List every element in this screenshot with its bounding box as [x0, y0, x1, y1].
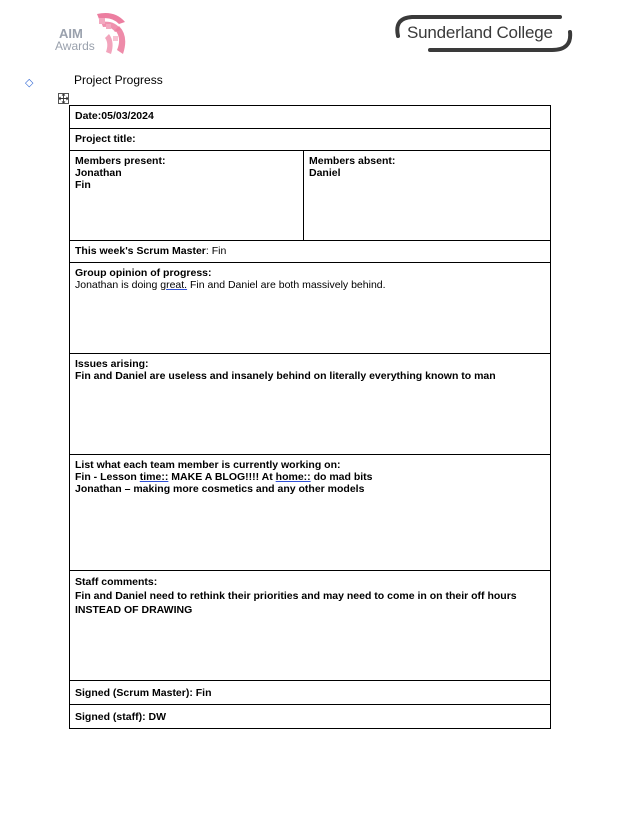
staff-comments-line1: Fin and Daniel need to rethink their priorities and may need to come in on their off hours — [75, 590, 517, 602]
aim-text: AIM — [59, 26, 83, 41]
scrum-master-value: : Fin — [205, 245, 227, 257]
date-cell[interactable] — [70, 106, 551, 128]
member-present-name: Jonathan — [75, 167, 122, 179]
group-opinion-cell[interactable] — [70, 263, 551, 353]
project-title-cell[interactable] — [70, 129, 551, 150]
grammar-flag[interactable]: home:: — [275, 471, 311, 483]
member-absent-name: Daniel — [309, 167, 341, 179]
staff-comments-line2: INSTEAD OF DRAWING — [75, 604, 193, 616]
working-on-fin — [75, 471, 545, 483]
group-opinion-text — [75, 279, 545, 291]
staff-comments-row — [70, 571, 551, 681]
members-present-cell[interactable] — [70, 151, 304, 240]
sunderland-college-logo — [390, 14, 574, 54]
members-absent-label: Members absent: — [309, 155, 396, 167]
issues-label: Issues arising: — [75, 358, 149, 370]
signed-staff-row — [70, 705, 551, 729]
project-title-label: Project title: — [75, 133, 136, 145]
fin-text-a: Fin - Lesson — [75, 471, 140, 483]
working-on-cell[interactable] — [70, 455, 551, 570]
staff-comments-label: Staff comments: — [75, 576, 158, 588]
signed-staff-label: Signed (staff): DW — [75, 711, 166, 723]
scrum-master-label: This week's Scrum Master — [75, 245, 206, 257]
signed-staff-cell[interactable] — [70, 705, 551, 728]
signed-scrum-row — [70, 681, 551, 705]
sunderland-college-wordmark: Sunderland College — [407, 23, 553, 42]
date-label: Date: — [75, 110, 102, 122]
scrum-master-row — [70, 241, 551, 263]
working-on-label: List what each team member is currently working on: — [75, 459, 341, 471]
date-value: 05/03/2024 — [101, 110, 154, 122]
signed-scrum-cell[interactable] — [70, 681, 551, 704]
fin-text-b: MAKE A BLOG!!!! At — [168, 471, 276, 483]
progress-form-table — [69, 105, 551, 729]
aim-awards-wordmark — [55, 28, 95, 52]
grammar-flag[interactable]: time:: — [139, 471, 169, 483]
issues-cell[interactable] — [70, 354, 551, 454]
signed-scrum-label: Signed (Scrum Master): Fin — [75, 687, 212, 699]
scrum-master-cell[interactable] — [70, 241, 551, 262]
member-present-name: Fin — [75, 179, 91, 191]
page-heading: Project Progress — [74, 73, 163, 87]
issues-row — [70, 354, 551, 455]
awards-text: Awards — [55, 39, 95, 53]
group-opinion-text-after: Fin and Daniel are both massively behind. — [187, 279, 386, 291]
date-row — [70, 106, 551, 129]
diamond-outline-icon: ◇ — [25, 77, 34, 89]
issues-text: Fin and Daniel are useless and insanely behind on literally everything known to man — [75, 370, 496, 382]
working-on-jonathan: Jonathan – making more cosmetics and any other models — [75, 483, 365, 495]
staff-comments-cell[interactable] — [70, 571, 551, 680]
fin-text-c: do mad bits — [310, 471, 373, 483]
members-present-label: Members present: — [75, 155, 166, 167]
members-row — [70, 151, 551, 241]
group-opinion-label: Group opinion of progress: — [75, 267, 212, 279]
group-opinion-text-before: Jonathan is doing — [75, 279, 161, 291]
project-title-row — [70, 129, 551, 151]
aim-awards-logo — [55, 10, 135, 62]
grammar-flag[interactable]: great. — [160, 279, 188, 291]
members-absent-cell[interactable] — [304, 151, 551, 240]
group-opinion-row — [70, 263, 551, 354]
working-on-row — [70, 455, 551, 571]
table-move-handle-icon[interactable] — [58, 93, 69, 104]
